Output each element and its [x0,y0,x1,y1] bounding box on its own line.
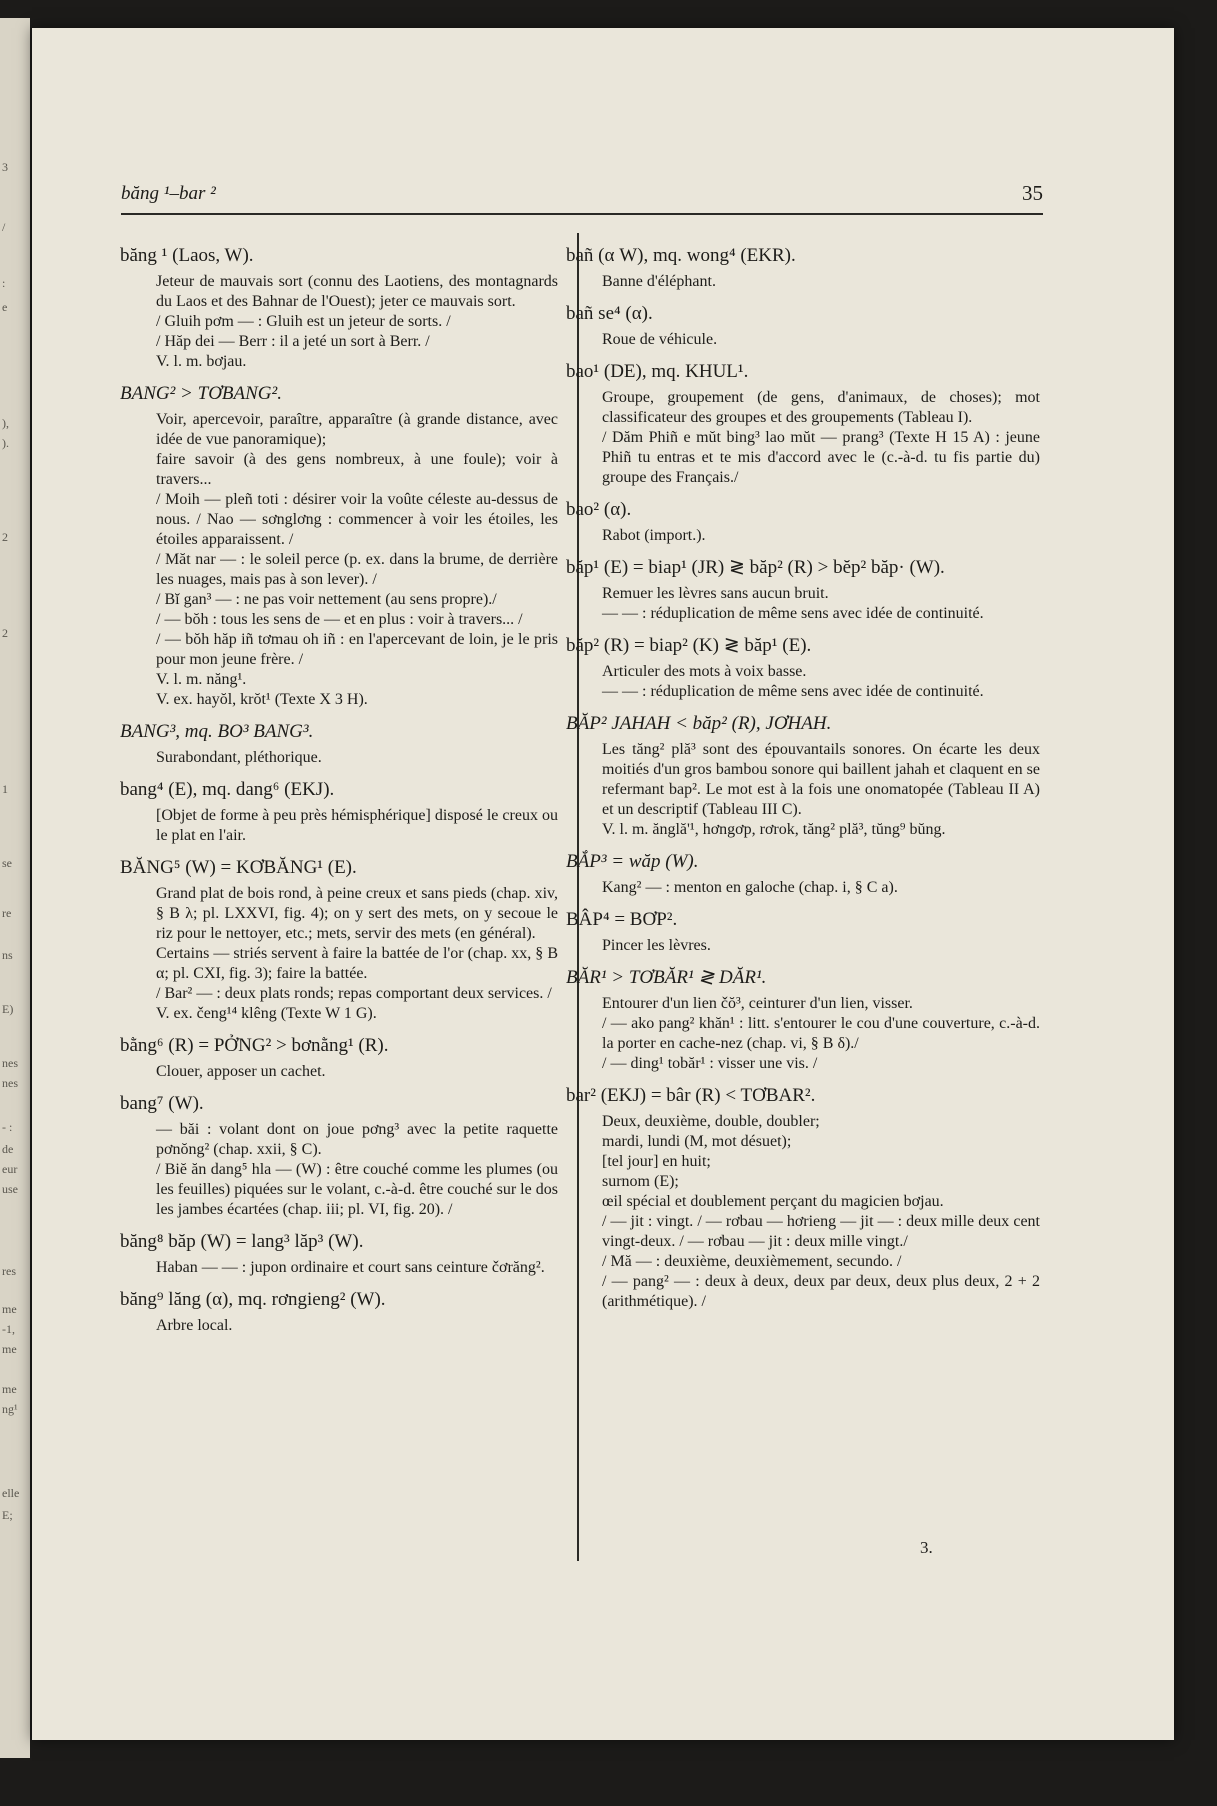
entry-definition: / Bĭ gan³ — : ne pas voir nettement (au sens propre)./ [156,591,497,608]
entry-headword: băng⁸ băp (W) = lang³ lăp³ (W). [120,1231,364,1252]
entry-definition: — băi : volant dont on joue pơng³ avec la petite raquette pơnŏng² (chap. xxii, § C). [156,1121,558,1158]
margin-fragment: -1, [2,1322,15,1336]
margin-fragment: nes [2,1076,18,1090]
running-head [121,183,1043,215]
dictionary-entry [120,1288,558,1336]
margin-fragment: nes [2,1056,18,1070]
margin-fragment: re [2,906,12,920]
dictionary-entry [566,244,1040,292]
entry-headword: bañ (α W), mq. wong⁴ (EKR). [566,245,796,266]
entry-definition: / Gluih pơm — : Gluih est un jeteur de sorts. / [156,313,451,330]
dictionary-entry [120,1230,558,1278]
entry-definition: Grand plat de bois rond, à peine creux et sans pieds (chap. xiv, § B λ; pl. LXXVI, fig. 4); on y sert des mets, on y secoue le riz pour le nettoyer, etc.; mets, servir des mets (en général). [156,885,558,942]
entry-definition: mardi, lundi (M, mot désuet); [602,1133,792,1150]
entry-definition: Certains — striés servent à faire la battée de l'or (chap. xx, § B α; pl. CXI, fig. 3); faire la battée. [156,945,558,982]
entry-headword: BANG³, mq. BO³ BANG³. [120,721,314,742]
entry-definition: / — ako pang² khăn¹ : litt. s'entourer le cou d'une couverture, c.-à-d. la porter en cache-nez (chap. vi, § B δ)./ [602,1015,1040,1052]
entry-headword: bar² (EKJ) = bâr (R) < TƠBAR². [566,1085,816,1106]
margin-fragment: ns [2,948,13,962]
entry-headword: bang⁴ (E), mq. dang⁶ (EKJ). [120,779,335,800]
entry-definition: / Dăm Phiñ e mŭt bing³ lao mŭt — prang³ (Texte H 15 A) : jeune Phiñ tu entras et te mis d'accord avec le (c.-à-d. tu fis partie du) groupe des Français./ [602,429,1040,486]
entry-definition: Les tăng² plă³ sont des épouvantails sonores. On écarte les deux moitiés d'un gros bambou sonore qui baillent jahah et claquent en se refermant bap². Le mot est à la fois une onomatopée (Tableau II A) et un descriptif (Tableau III C). [602,741,1040,818]
entry-headword: băng⁹ lăng (α), mq. rơngieng² (W). [120,1289,386,1310]
margin-fragment: - : [2,1120,13,1134]
entry-definition: / — bŏh : tous les sens de — et en plus : voir à travers... / [156,611,523,628]
margin-fragment: 2 [2,626,8,640]
entry-definition: V. l. m. bơjau. [156,353,247,370]
entry-definition: / Mă — : deuxième, deuxièmement, secundo. / [602,1253,902,1270]
dictionary-entry [566,302,1040,350]
entry-definition: surnom (E); [602,1173,679,1190]
entry-headword: BÂP⁴ = BƠP². [566,909,678,930]
margin-fragment: elle [2,1486,20,1500]
entry-definition: V. ex. čeng¹⁴ klêng (Texte W 1 G). [156,1005,377,1022]
margin-fragment: E; [2,1508,13,1522]
entry-definition: Clouer, apposer un cachet. [156,1063,326,1080]
entry-headword: băng ¹ (Laos, W). [120,245,254,266]
entry-definition: Haban — — : jupon ordinaire et court sans ceinture čơrăng². [156,1259,545,1276]
dictionary-entry [120,1092,558,1220]
margin-fragment: eur [2,1162,18,1176]
margin-fragment: 2 [2,530,8,544]
entry-definition: faire savoir (à des gens nombreux, à une foule); voir à travers... [156,451,558,488]
entry-definition: / — jit : vingt. / — rơbau — hơrieng — jit — : deux mille deux cent vingt-deux. / — rơbau — jit : deux mille vingt./ [602,1213,1040,1250]
entry-headword: bao¹ (DE), mq. KHUL¹. [566,361,749,382]
margin-fragment: res [2,1264,16,1278]
entry-definition: œil spécial et doublement perçant du magicien bơjau. [602,1193,944,1210]
dictionary-entry [566,908,1040,956]
entry-definition: / Hăp dei — Berr : il a jeté un sort à Berr. / [156,333,430,350]
dictionary-entry [120,1034,558,1082]
entry-definition: Pincer les lèvres. [602,937,711,954]
entry-headword: bang⁷ (W). [120,1093,204,1114]
entry-definition: / Biĕ ăn dang⁵ hla — (W) : être couché comme les plumes (ou les feuilles) piquées sur le volant, c.-à-d. être couché sur le dos les jambes écartées (chap. iii; pl. VI, fig. 20). / [156,1161,558,1218]
entry-definition: Roue de véhicule. [602,331,718,348]
entry-definition: Kang² — : menton en galoche (chap. i, § C a). [602,879,898,896]
margin-fragment: : [2,276,6,290]
margin-fragment: 3 [2,160,8,174]
entry-headword: bao² (α). [566,499,632,520]
signature-mark: 3. [920,1538,933,1557]
entry-headword: bằng⁶ (R) = PỞNG² > bơnằng¹ (R). [120,1035,389,1056]
entry-definition: Remuer les lèvres sans aucun bruit. [602,585,829,602]
entry-definition: Rabot (import.). [602,527,706,544]
entry-definition: / Măt nar — : le soleil perce (p. ex. dans la brume, de derrière les nuages, mais pas à son lever). / [156,551,558,588]
entry-definition: Banne d'éléphant. [602,273,716,290]
margin-fragment: me [2,1342,17,1356]
previous-page-edge [0,18,30,1758]
dictionary-page [32,28,1174,1740]
entry-headword: bañ se⁴ (α). [566,303,653,324]
entry-definition: [tel jour] en huit; [602,1153,711,1170]
entry-definition: — — : réduplication de même sens avec idée de continuité. [602,605,984,622]
entry-definition: Surabondant, pléthorique. [156,749,322,766]
entry-headword: BĂP² JAHAH < băp² (R), JƠHAH. [566,713,832,734]
entry-definition: — — : réduplication de même sens avec idée de continuité. [602,683,984,700]
margin-fragment: me [2,1302,17,1316]
entry-definition: / — pang² — : deux à deux, deux par deux, deux plus deux, 2 + 2 (arithmétique). / [602,1273,1040,1310]
margin-fragment: de [2,1142,14,1156]
entry-definition: Deux, deuxième, double, doubler; [602,1113,820,1130]
entry-definition: / Moih — pleñ toti : désirer voir la voûte céleste au-dessus de nous. / Nao — sơnglơng : commencer à voir les étoiles, les étoiles apparaissent. / [156,491,558,548]
margin-fragment: se [2,856,12,870]
entry-definition: / — ding¹ tobăr¹ : visser une vis. / [602,1055,818,1072]
entry-definition: / Bar² — : deux plats ronds; repas comportant deux services. / [156,985,552,1002]
margin-fragment: e [2,300,8,314]
entry-definition: V. l. m. ănglă'¹, hơngơp, rơrok, tăng² plă³, tŭng⁹ bŭng. [602,821,946,838]
dictionary-entry [566,712,1040,840]
entry-definition: Groupe, groupement (de gens, d'animaux, de choses); mot classificateur des groupes et des groupements (Tableau I). [602,389,1040,426]
dictionary-entry [120,382,558,710]
entry-definition: [Objet de forme à peu près hémisphérique] disposé le creux ou le plat en l'air. [156,807,558,844]
margin-fragment: 1 [2,782,8,796]
margin-fragment: E) [2,1002,14,1016]
entry-definition: Articuler des mots à voix basse. [602,663,807,680]
entry-definition: / — bŏh hăp iñ tơmau oh iñ : en l'apercevant de loin, je le pris pour mon jeune frère. / [156,631,558,668]
margin-fragment: ). [2,436,9,450]
page-number: 35 [1022,181,1043,205]
dictionary-entry [566,966,1040,1074]
margin-fragment: ), [2,416,9,430]
dictionary-entry [566,556,1040,624]
entry-headword: BĂR¹ > TƠBĂR¹ ≷ DĂR¹. [566,967,767,988]
dictionary-entry [566,1084,1040,1312]
dictionary-entry [566,360,1040,488]
dictionary-entry [120,720,558,768]
dictionary-entry [566,850,1040,898]
entry-definition: Voir, apercevoir, paraître, apparaître (à grande distance, avec idée de vue panoramique); [156,411,558,448]
dictionary-entry [120,856,558,1024]
dictionary-entry [566,498,1040,546]
running-head-entries: băng ¹–bar ² [121,183,216,204]
entry-definition: Entourer d'un lien čŏ³, ceinturer d'un lien, visser. [602,995,913,1012]
entry-headword: BĂNG⁵ (W) = KƠBĂNG¹ (E). [120,857,357,878]
entry-headword: băp² (R) = biap² (K) ≷ băp¹ (E). [566,635,812,656]
entry-headword: BẮP³ = wăp (W). [566,851,699,872]
dictionary-entry [120,778,558,846]
entry-definition: Jeteur de mauvais sort (connu des Laotiens, des montagnards du Laos et des Bahnar de l'Ouest); jeter ce mauvais sort. [156,273,558,310]
dictionary-entry [120,244,558,372]
margin-fragment: me [2,1382,17,1396]
left-column [120,244,558,1346]
margin-fragment: / [2,220,6,234]
entry-definition: V. l. m. năng¹. [156,671,247,688]
entry-definition: Arbre local. [156,1317,233,1334]
right-column [566,244,1040,1322]
margin-fragment: use [2,1182,18,1196]
entry-headword: BANG² > TƠBANG². [120,383,282,404]
dictionary-entry [566,634,1040,702]
entry-headword: băp¹ (E) = biap¹ (JR) ≷ băp² (R) > bĕp² băp· (W). [566,557,945,578]
entry-definition: V. ex. hayŏl, krŏt¹ (Texte X 3 H). [156,691,368,708]
margin-fragment: ng¹ [2,1402,18,1416]
